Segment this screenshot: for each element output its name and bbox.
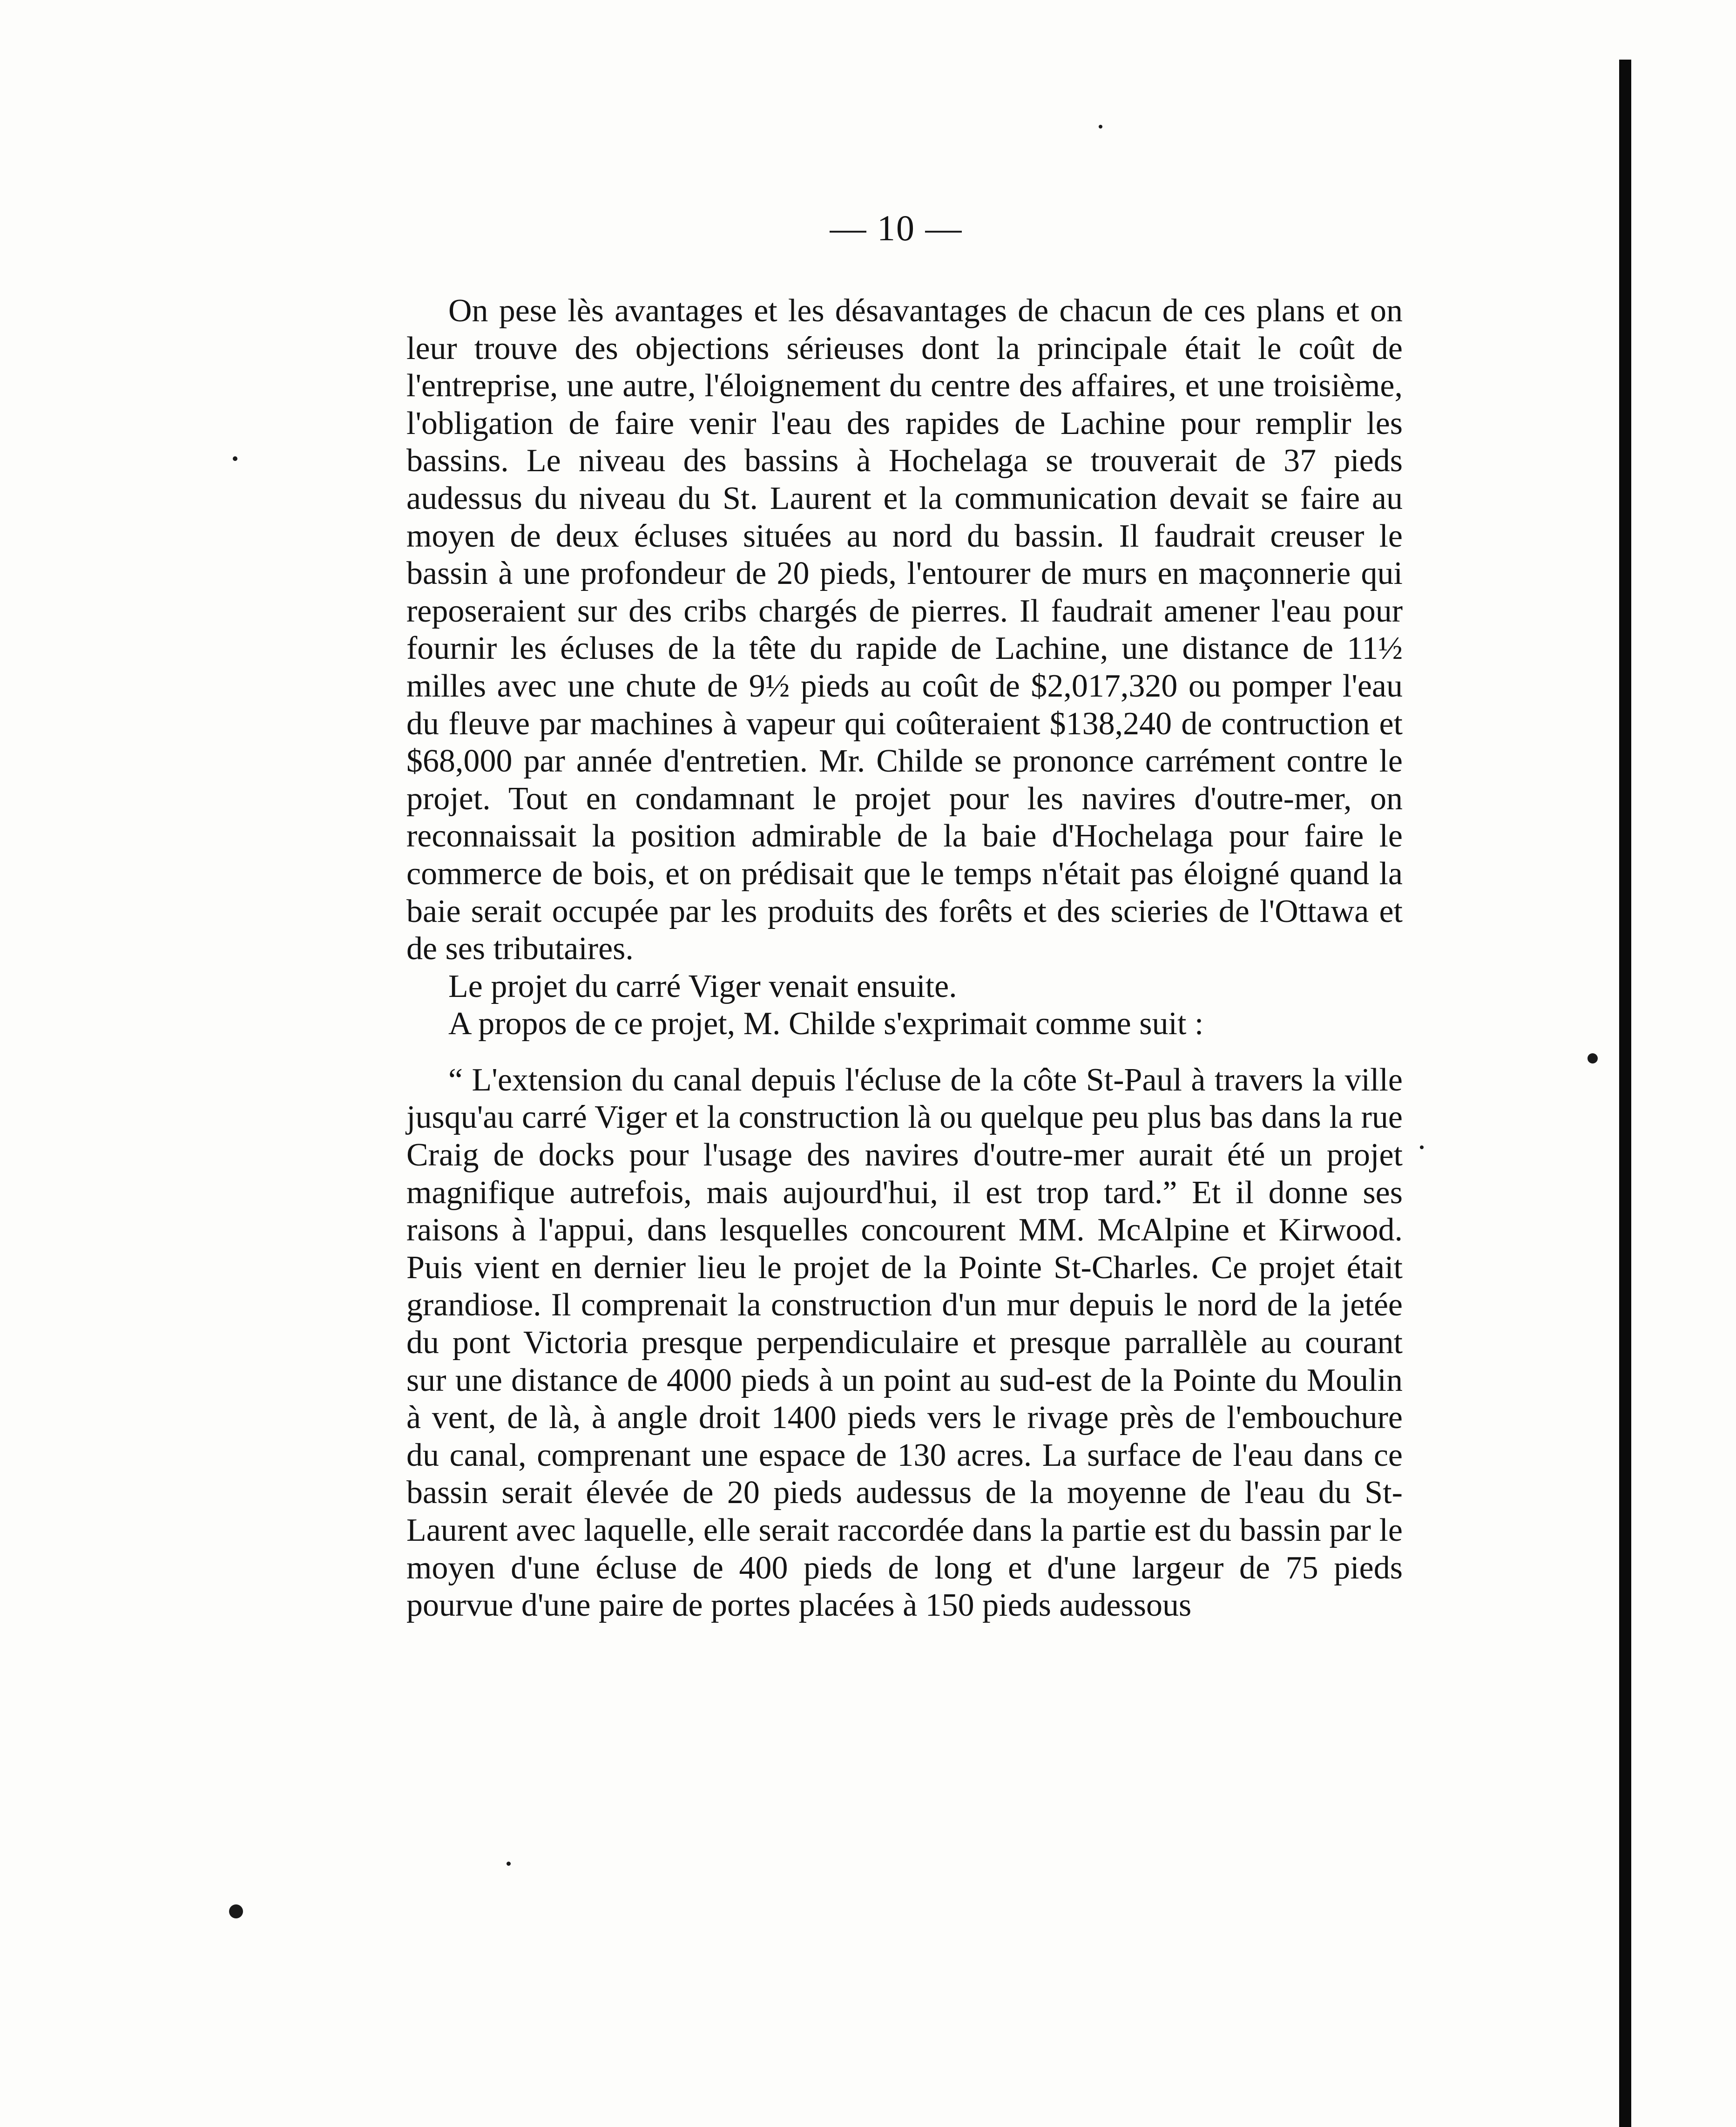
- ink-speck: [1099, 125, 1102, 129]
- ink-speck: [507, 1862, 511, 1866]
- binding-edge-shadow: [1619, 60, 1631, 2127]
- paragraph-childe-quote: “ L'extension du canal depuis l'écluse de la côte St-Paul à travers la ville jusqu'au carré Viger et la construction là ou quelque peu plus bas dans la rue Craig de docks pour l'usage des navires d'outre-mer aurait été un projet magnifique autrefois, mais aujourd'hui, il est trop tard.” Et il donne ses raisons à l'appui, dans lesquelles concourent MM. McAlpine et Kirwood. Puis vient en dernier lieu le projet de la Pointe St-Charles. Ce projet était grandiose. Il comprenait la construction d'un mur depuis le nord de la jetée du pont Victoria presque perpendiculaire et presque parrallèle au courant sur une distance de 4000 pieds à un point au sud-est de la Pointe du Moulin à vent, de là, à angle droit 1400 pieds vers le rivage près de l'embouchure du canal, comprenant une espace de 130 acres. La surface de l'eau dans ce bassin serait élevée de 20 pieds audessus de la moyenne de l'eau du St-Laurent avec laquelle, elle serait raccordée dans la partie est du bassin par le moyen d'une écluse de 400 pieds de long et d'une largeur de 75 pieds pourvue d'une paire de portes placées à 150 pieds audessous: [406, 1062, 1403, 1624]
- paragraph-viger-intro: Le projet du carré Viger venait ensuite.: [448, 968, 957, 1004]
- ink-speck: [1587, 1053, 1598, 1064]
- page-number: — 10 —: [830, 208, 963, 248]
- ink-speck: [233, 456, 237, 461]
- paragraph-harbour-plans: On pese lès avantages et les désavantages de chacun de ces plans et on leur trouve des objections sérieuses dont la principale était le coût de l'entreprise, une autre, l'éloignement du centre des affaires, et une troisième, l'obligation de faire venir l'eau des rapides de Lachine pour remplir les bassins. Le niveau des bassins à Hochelaga se trouverait de 37 pieds audessus du niveau du St. Laurent et la communication devait se faire au moyen de deux écluses situées au nord du bassin. Il faudrait creuser le bassin à une profondeur de 20 pieds, l'entourer de murs en maçonnerie qui reposeraient sur des cribs chargés de pierres. Il faudrait amener l'eau pour fournir les écluses de la tête du rapide de Lachine, une distance de 11½ milles avec une chute de 9½ pieds au coût de $2,017,320 ou pomper l'eau du fleuve par machines à vapeur qui coûteraient $138,240 de contruction et $68,000 par année d'entretien. Mr. Childe se prononce carrément contre le projet. Tout en condamnant le projet pour les navires d'outre-mer, on reconnaissait la position admirable de la baie d'Hochelaga pour faire le commerce de bois, et on prédisait que le temps n'était pas éloigné quand la baie serait occupée par les produits des forêts et des scieries de l'Ottawa et de ses tributaires.: [406, 293, 1403, 967]
- body-text: [406, 292, 1403, 1625]
- paragraph-childe-intro: A propos de ce projet, M. Childe s'exprimait comme suit :: [448, 1006, 1204, 1042]
- ink-speck: [1420, 1145, 1424, 1149]
- ink-speck: [229, 1904, 243, 1918]
